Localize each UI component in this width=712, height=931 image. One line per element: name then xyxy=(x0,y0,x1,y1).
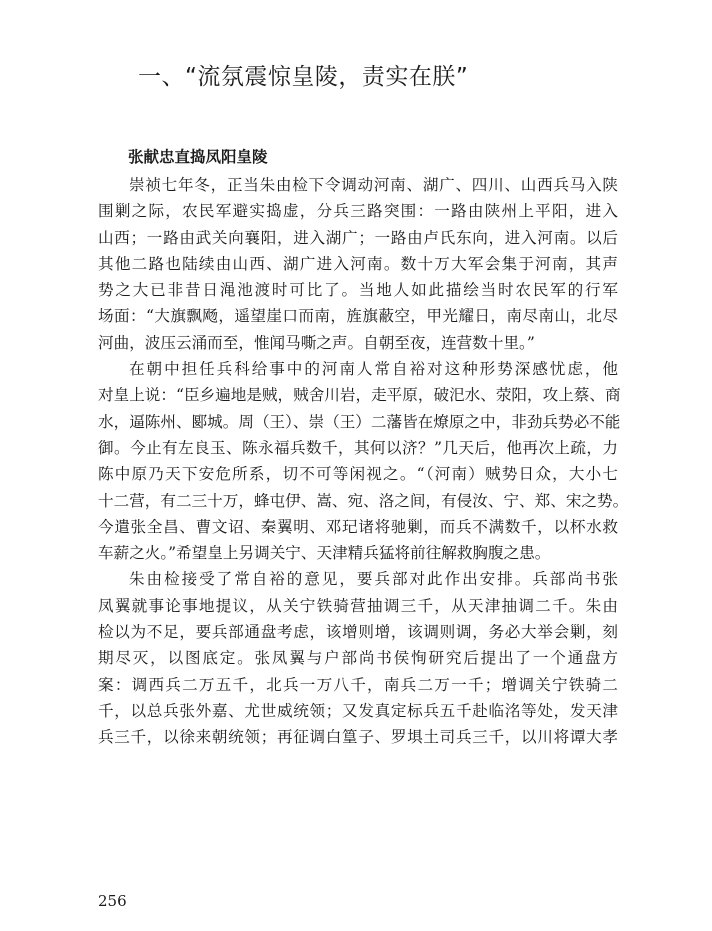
text-line: 山西；一路由武关向襄阳，进入湖广；一路由卢氏东向，进入河南。以后 xyxy=(98,228,618,247)
text-line: 河曲，波压云涌而至，惟闻马嘶之声。自朝至夜，连营数十里。” xyxy=(98,333,535,352)
text-line: 案：调西兵二万五千，北兵一万八千，南兵二万一千；增调关宁铁骑二 xyxy=(98,675,618,694)
text-line: 兵三千，以徐来朝统领；再征调白篁子、罗埧土司兵三千，以川将谭大孝 xyxy=(98,728,618,747)
text-line: 今遣张全昌、曹文诏、秦翼明、邓玘诸将驰剿，而兵不满数千，以杯水救 xyxy=(98,517,618,536)
text-line: 陈中原乃天下安危所系，切不可等闲视之。“（河南）贼势日众，大小七 xyxy=(98,465,618,484)
chapter-title: 一、“流氛震惊皇陵，责实在朕” xyxy=(138,64,469,90)
page-number: 256 xyxy=(98,892,127,910)
text-line: 十二营，有二三十万，蜂屯伊、嵩、宛、洛之间，有侵汝、宁、郑、宋之势。 xyxy=(98,491,629,510)
text-line: 场面：“大旗飘飏，遥望崖口而南，旌旗蔽空，甲光耀日，南尽南山，北尽 xyxy=(98,307,618,326)
text-line: 围剿之际，农民军避实捣虚，分兵三路突围：一路由陕州上平阳，进入 xyxy=(98,202,618,221)
text-line: 检以为不足，要兵部通盘考虑，该增则增，该调则调，务必大举会剿，刻 xyxy=(98,623,618,642)
section-heading: 张献忠直捣凤阳皇陵 xyxy=(128,148,268,166)
text-line: 在朝中担任兵科给事中的河南人常自裕对这种形势深感忧虑，他 xyxy=(129,360,618,379)
text-line: 崇祯七年冬，正当朱由检下令调动河南、湖广、四川、山西兵马入陕 xyxy=(129,176,618,194)
text-line: 期尽灭，以图底定。张凤翼与户部尚书侯恂研究后提出了一个通盘方 xyxy=(98,649,618,668)
text-line: 车薪之火。”希望皇上另调关宁、天津精兵猛将前往解救胸腹之患。 xyxy=(98,544,551,563)
text-line: 朱由检接受了常自裕的意见，要兵部对此作出安排。兵部尚书张 xyxy=(129,570,618,589)
text-line: 千，以总兵张外嘉、尤世威统领；又发真定标兵五千赴临洺等处，发天津 xyxy=(98,701,618,720)
text-line: 御。今止有左良玉、陈永福兵数千，其何以济？”几天后，他再次上疏，力 xyxy=(98,438,618,457)
body-text xyxy=(98,172,629,751)
text-line: 对皇上说：“臣乡遍地是贼，贼舍川岩，走平原，破汜水、荥阳，攻上蔡、商 xyxy=(98,386,621,405)
text-line: 其他二路也陆续由山西、湖广进入河南。数十万大军会集于河南，其声 xyxy=(98,254,618,273)
text-line: 水，逼陈州、郾城。周（王）、崇（王）二藩皆在燎原之中，非劲兵势必不能 xyxy=(98,412,621,431)
text-line: 凤翼就事论事地提议，从关宁铁骑营抽调三千，从天津抽调二千。朱由 xyxy=(98,596,618,615)
text-line: 势之大已非昔日渑池渡时可比了。当地人如此描绘当时农民军的行军 xyxy=(98,281,618,300)
